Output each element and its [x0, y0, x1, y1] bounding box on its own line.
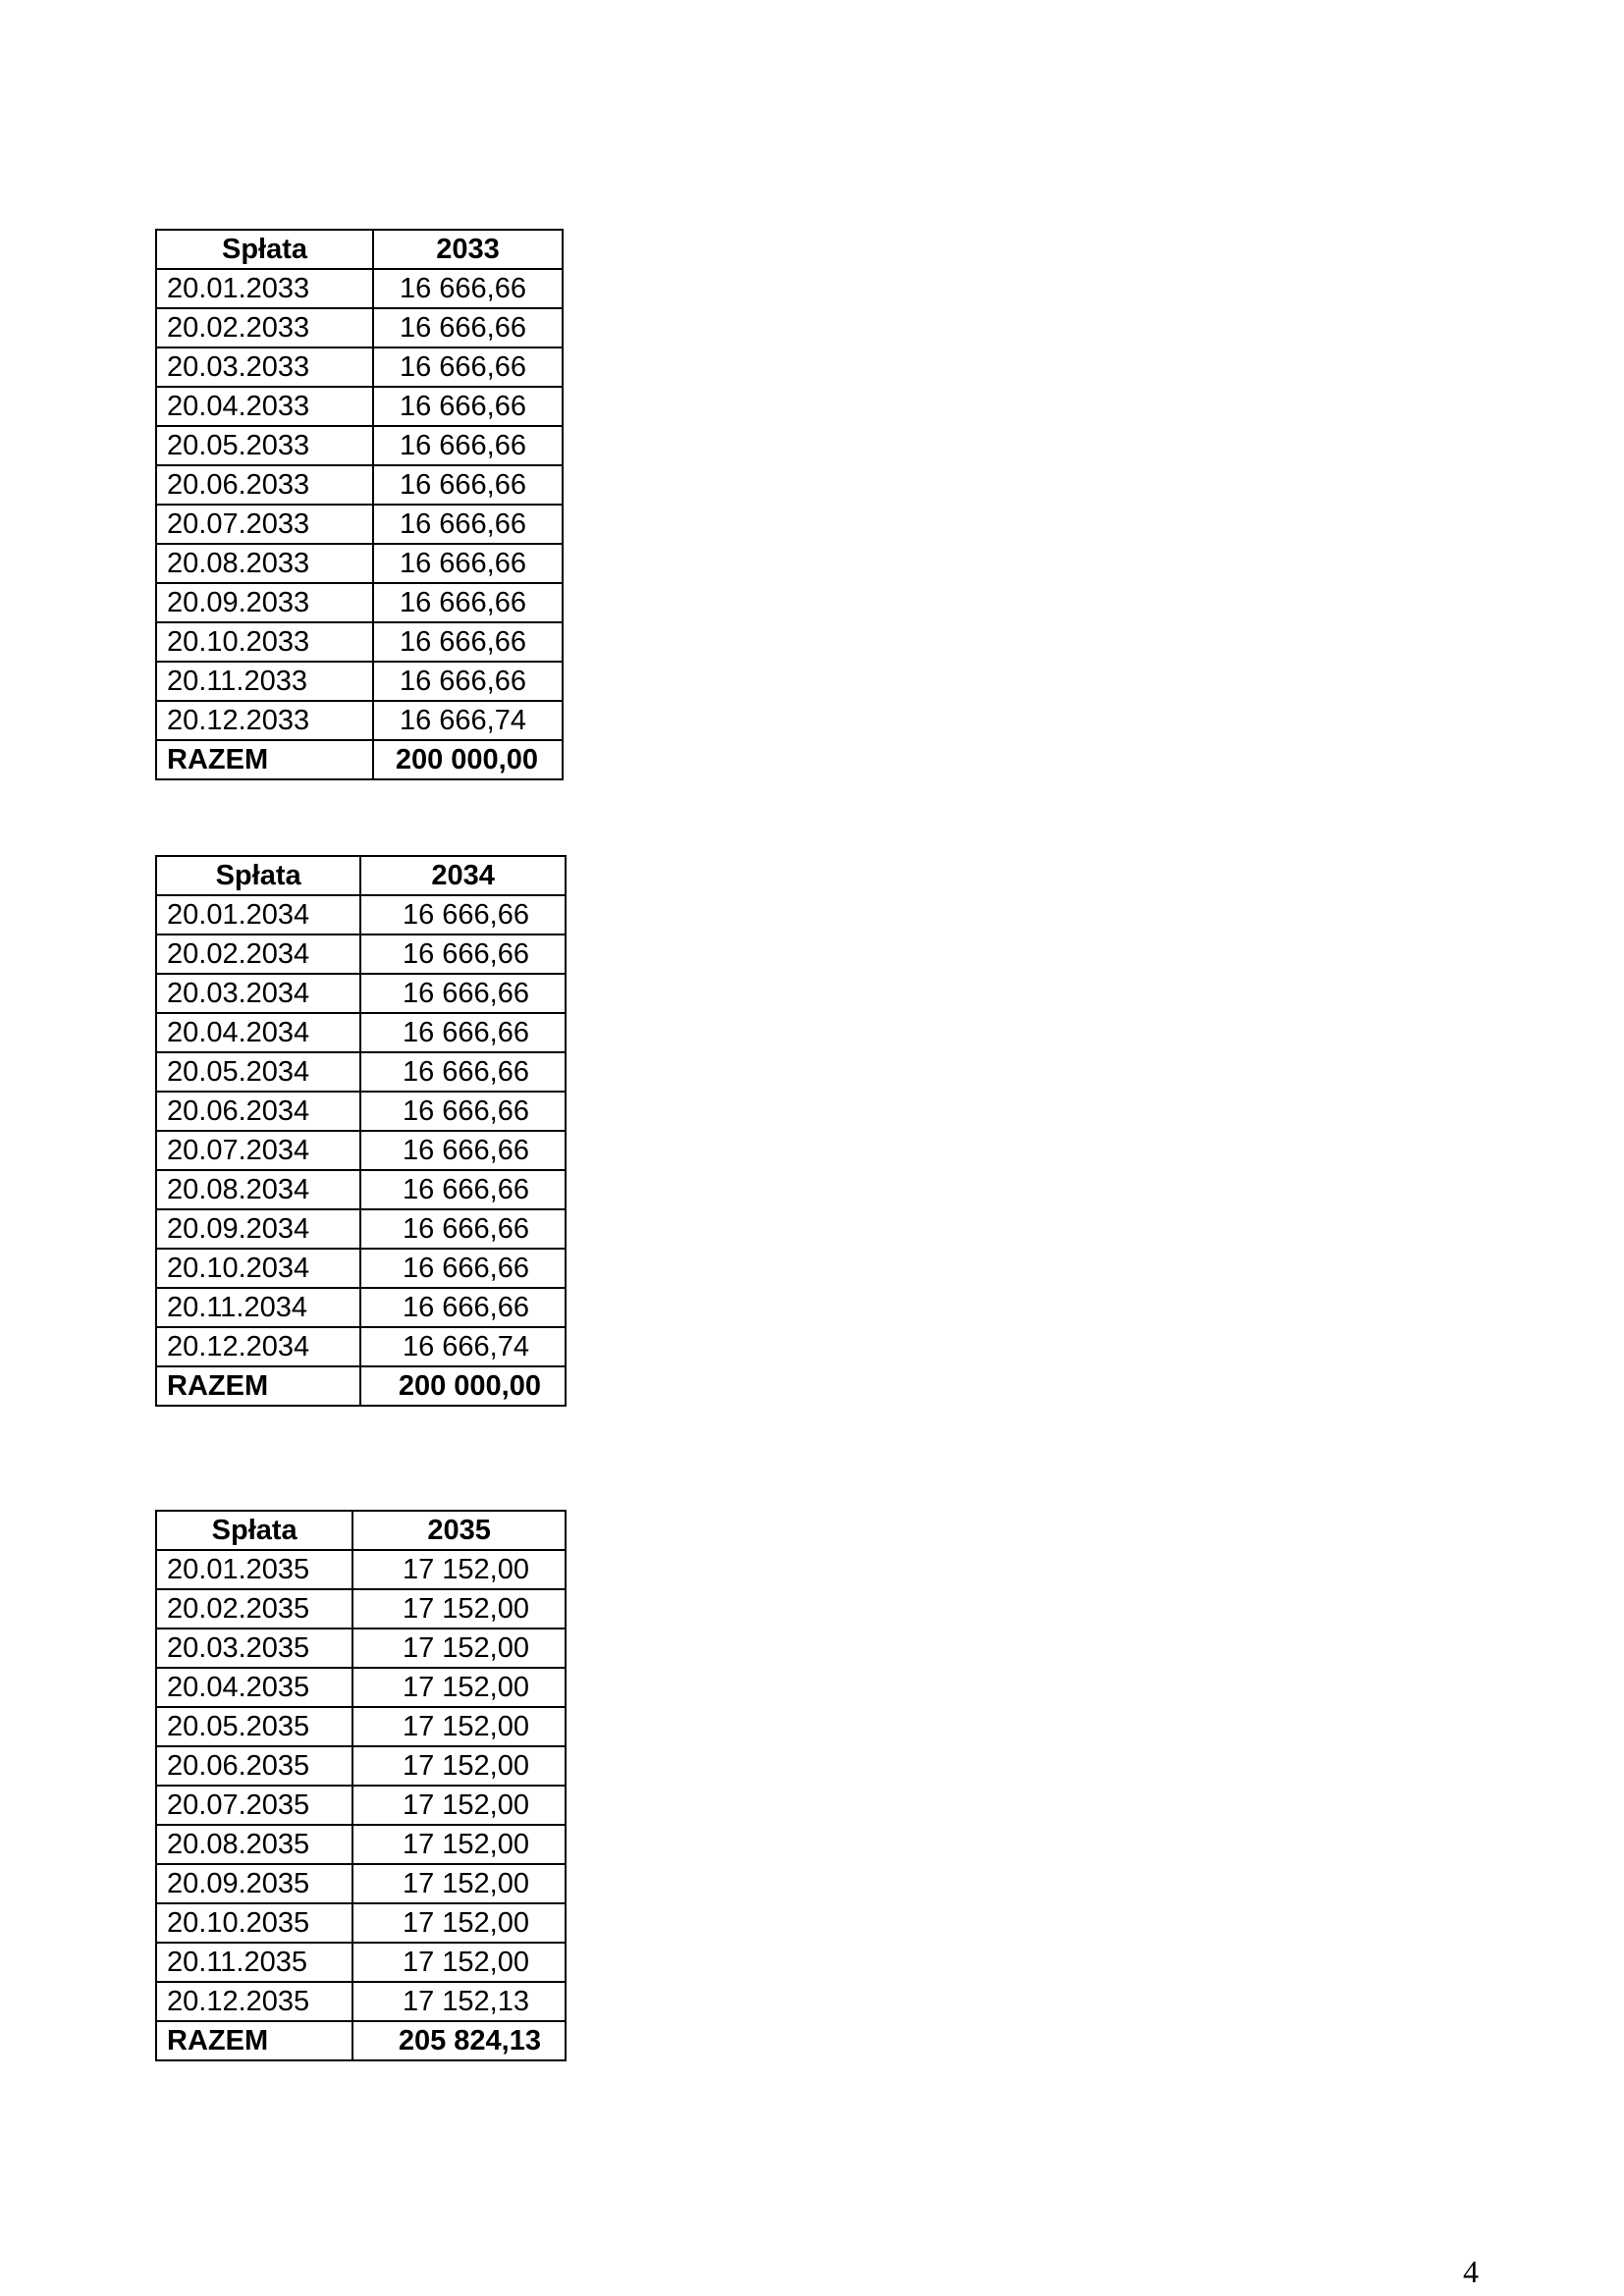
table-row [156, 1131, 566, 1170]
payment-date: 20.02.2033 [156, 308, 373, 347]
table-row [156, 1052, 566, 1092]
payment-date: 20.03.2035 [156, 1629, 352, 1668]
table-row [156, 1209, 566, 1249]
table-row [156, 1825, 566, 1864]
payment-date: 20.08.2034 [156, 1170, 360, 1209]
payment-date: 20.11.2034 [156, 1288, 360, 1327]
table-header-row [156, 230, 563, 269]
table-row [156, 1864, 566, 1903]
table-row [156, 426, 563, 465]
payment-amount: 16 666,66 [373, 544, 563, 583]
payment-amount: 17 152,00 [352, 1629, 566, 1668]
page-number: 4 [1463, 2254, 1479, 2289]
payment-amount: 16 666,66 [373, 505, 563, 544]
payment-amount: 16 666,66 [373, 465, 563, 505]
payment-date: 20.02.2035 [156, 1589, 352, 1629]
payment-amount: 16 666,66 [360, 1209, 566, 1249]
payment-date: 20.04.2034 [156, 1013, 360, 1052]
payment-amount: 17 152,00 [352, 1786, 566, 1825]
table-row [156, 1786, 566, 1825]
table-row [156, 1982, 566, 2021]
payment-amount: 16 666,74 [360, 1327, 566, 1366]
table-row [156, 974, 566, 1013]
table-row [156, 1013, 566, 1052]
payment-amount: 17 152,00 [352, 1550, 566, 1589]
payment-date: 20.10.2034 [156, 1249, 360, 1288]
payment-amount: 17 152,00 [352, 1864, 566, 1903]
total-amount: 200 000,00 [373, 740, 563, 779]
payment-amount: 16 666,66 [360, 895, 566, 934]
payment-amount: 17 152,00 [352, 1825, 566, 1864]
payment-amount: 16 666,66 [373, 583, 563, 622]
table-row [156, 622, 563, 662]
repayment-table-2033 [155, 229, 564, 780]
table-row [156, 1170, 566, 1209]
payment-date: 20.06.2035 [156, 1746, 352, 1786]
payment-date: 20.07.2035 [156, 1786, 352, 1825]
payment-date: 20.12.2033 [156, 701, 373, 740]
table-row [156, 347, 563, 387]
repayment-table-2034 [155, 855, 567, 1407]
payment-amount: 16 666,66 [360, 1052, 566, 1092]
table-row [156, 1746, 566, 1786]
table-row [156, 1327, 566, 1366]
payment-amount: 17 152,00 [352, 1746, 566, 1786]
payment-amount: 16 666,66 [373, 426, 563, 465]
payment-date: 20.04.2033 [156, 387, 373, 426]
payment-amount: 16 666,66 [360, 934, 566, 974]
payment-date: 20.09.2035 [156, 1864, 352, 1903]
payment-date: 20.12.2034 [156, 1327, 360, 1366]
header-year: 2035 [352, 1511, 566, 1550]
header-year: 2033 [373, 230, 563, 269]
payment-date: 20.09.2033 [156, 583, 373, 622]
payment-amount: 16 666,74 [373, 701, 563, 740]
payment-amount: 17 152,00 [352, 1943, 566, 1982]
payment-date: 20.07.2033 [156, 505, 373, 544]
payment-amount: 16 666,66 [373, 622, 563, 662]
payment-date: 20.01.2034 [156, 895, 360, 934]
payment-amount: 16 666,66 [360, 1092, 566, 1131]
payment-amount: 16 666,66 [373, 308, 563, 347]
table-row [156, 1288, 566, 1327]
payment-amount: 17 152,13 [352, 1982, 566, 2021]
payment-amount: 16 666,66 [360, 1170, 566, 1209]
header-label: Spłata [156, 230, 373, 269]
table-header-row [156, 856, 566, 895]
payment-date: 20.11.2035 [156, 1943, 352, 1982]
payment-date: 20.10.2035 [156, 1903, 352, 1943]
header-label: Spłata [156, 1511, 352, 1550]
payment-amount: 16 666,66 [373, 269, 563, 308]
total-amount: 205 824,13 [352, 2021, 566, 2060]
table-row [156, 269, 563, 308]
table-row [156, 544, 563, 583]
payment-date: 20.10.2033 [156, 622, 373, 662]
table-row [156, 1249, 566, 1288]
payment-amount: 16 666,66 [360, 1249, 566, 1288]
payment-amount: 17 152,00 [352, 1903, 566, 1943]
payment-date: 20.08.2033 [156, 544, 373, 583]
payment-amount: 16 666,66 [373, 347, 563, 387]
table-row [156, 701, 563, 740]
payment-amount: 16 666,66 [360, 1013, 566, 1052]
table-row [156, 1668, 566, 1707]
payment-amount: 17 152,00 [352, 1589, 566, 1629]
table-row [156, 1707, 566, 1746]
payment-date: 20.03.2033 [156, 347, 373, 387]
total-label: RAZEM [156, 1366, 360, 1406]
table-row [156, 1903, 566, 1943]
table-row [156, 1589, 566, 1629]
payment-date: 20.07.2034 [156, 1131, 360, 1170]
payment-date: 20.05.2033 [156, 426, 373, 465]
payment-date: 20.06.2033 [156, 465, 373, 505]
header-year: 2034 [360, 856, 566, 895]
payment-date: 20.01.2033 [156, 269, 373, 308]
table-row [156, 505, 563, 544]
payment-amount: 16 666,66 [373, 387, 563, 426]
payment-date: 20.11.2033 [156, 662, 373, 701]
table-row [156, 387, 563, 426]
table-row [156, 895, 566, 934]
payment-amount: 17 152,00 [352, 1668, 566, 1707]
payment-date: 20.05.2034 [156, 1052, 360, 1092]
table-row [156, 583, 563, 622]
total-label: RAZEM [156, 740, 373, 779]
payment-date: 20.09.2034 [156, 1209, 360, 1249]
header-label: Spłata [156, 856, 360, 895]
payment-amount: 16 666,66 [360, 974, 566, 1013]
payment-date: 20.05.2035 [156, 1707, 352, 1746]
payment-date: 20.03.2034 [156, 974, 360, 1013]
total-row [156, 2021, 566, 2060]
total-row [156, 1366, 566, 1406]
table-row [156, 308, 563, 347]
table-row [156, 1629, 566, 1668]
payment-amount: 17 152,00 [352, 1707, 566, 1746]
table-row [156, 1550, 566, 1589]
table-row [156, 662, 563, 701]
table-row [156, 1943, 566, 1982]
table-row [156, 465, 563, 505]
payment-date: 20.01.2035 [156, 1550, 352, 1589]
total-row [156, 740, 563, 779]
payment-amount: 16 666,66 [360, 1288, 566, 1327]
total-amount: 200 000,00 [360, 1366, 566, 1406]
payment-date: 20.06.2034 [156, 1092, 360, 1131]
table-header-row [156, 1511, 566, 1550]
payment-amount: 16 666,66 [360, 1131, 566, 1170]
table-row [156, 1092, 566, 1131]
repayment-table-2035 [155, 1510, 567, 2061]
payment-amount: 16 666,66 [373, 662, 563, 701]
payment-date: 20.02.2034 [156, 934, 360, 974]
payment-date: 20.12.2035 [156, 1982, 352, 2021]
payment-date: 20.08.2035 [156, 1825, 352, 1864]
payment-date: 20.04.2035 [156, 1668, 352, 1707]
total-label: RAZEM [156, 2021, 352, 2060]
table-row [156, 934, 566, 974]
